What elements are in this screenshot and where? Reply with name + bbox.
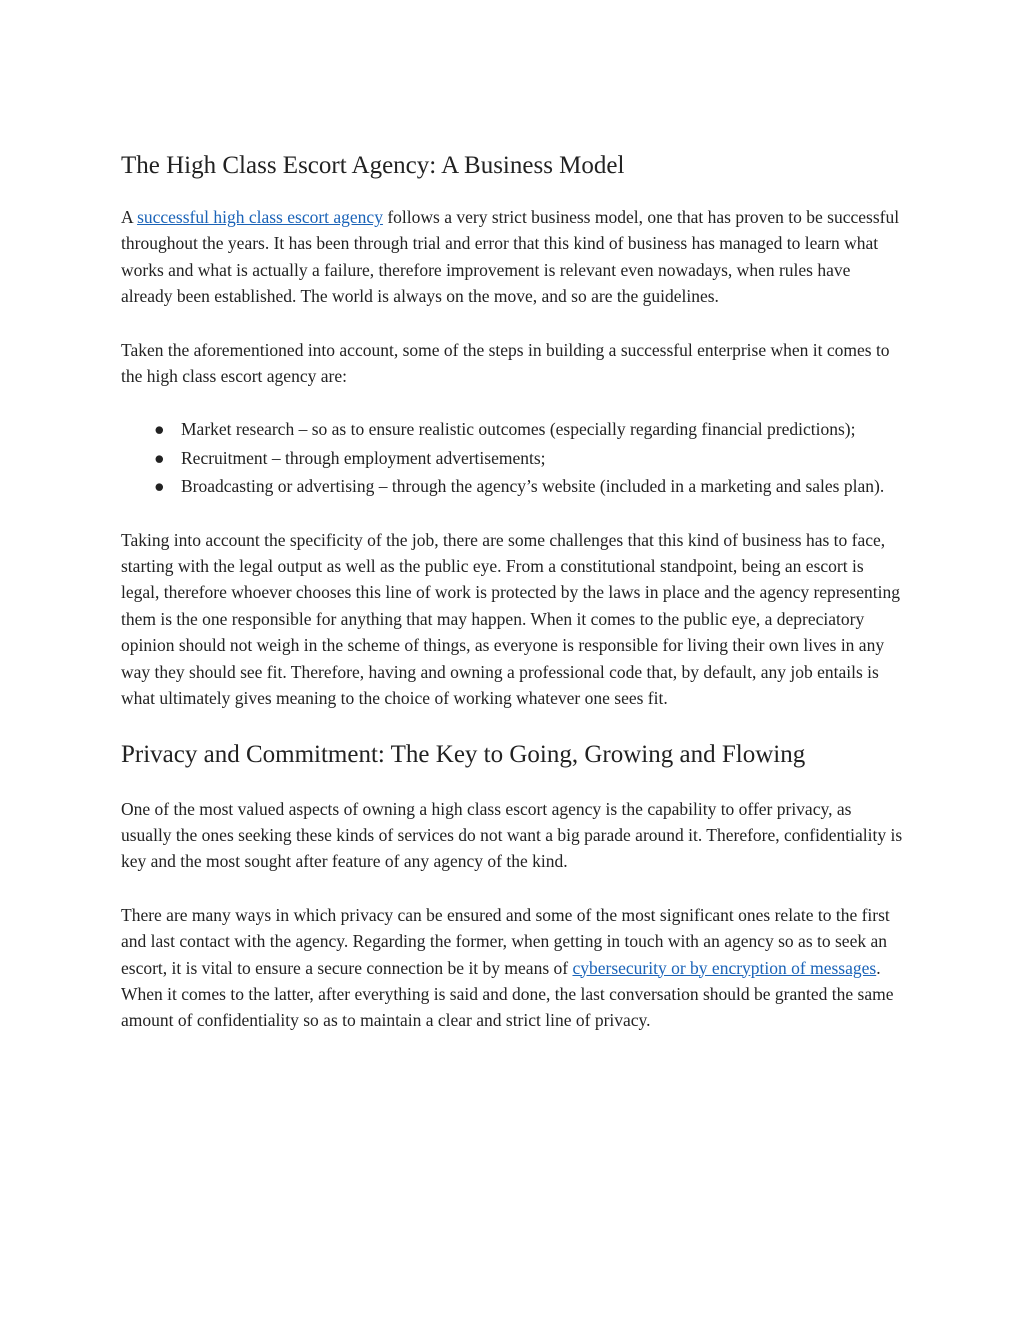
section-heading-privacy: Privacy and Commitment: The Key to Going, Growing and Flowing [121,740,806,768]
intro-paragraph [121,204,906,310]
steps-list [121,416,906,499]
challenges-paragraph: Taking into account the specificity of the job, there are some challenges that this kind of business has to face, starting with the legal output as well as the public eye. From a constitutional standpoint, being an escort is legal, therefore whoever chooses this line of work is protected by the laws in place and the agency representing them is the one responsible for anything that may happen. When it comes to the public eye, a depreciatory opinion should not weigh in the scheme of things, as everyone is responsible for living their own lives in any way they should see fit. Therefore, having and owning a professional code that, by default, any job entails is what ultimately gives meaning to the choice of working whatever one sees fit. [121,529,900,709]
steps-intro-paragraph: Taken the aforementioned into account, some of the steps in building a successful enterprise when it comes to the high class escort agency are: [121,339,890,387]
intro-text-rest: follows a very strict business model, one that has proven to be successful throughout the years. It has been through trial and error that this kind of business has managed to learn what works and what is actually a failure, therefore improvement is relevant even nowadays, when rules have already been established. The world is always on the move, and so are the guidelines. [121,207,900,307]
intro-text-start: A [121,207,138,227]
privacy-methods-paragraph [121,902,906,1034]
list-item-text: Broadcasting or advertising – through the agency’s website (included in a marketing and sales plan). [181,476,885,497]
escort-agency-link[interactable]: successful high class escort agency [137,207,383,227]
section-heading-business-model: The High Class Escort Agency: A Business Model [121,152,625,179]
bullet-icon: ● [154,447,165,468]
privacy-methods-text-start: There are many ways in which privacy can be ensured and some of the most significant ones relate to the first and last contact with the agency. Regarding the former, when getting in touch with an agency so as to seek an escort, it is vital to ensure a secure connection be it by means of [121,904,890,978]
bullet-icon: ● [154,419,165,440]
document-page [121,150,906,1061]
list-item-text: Market research – so as to ensure realistic outcomes (especially regarding financial predictions); [181,419,856,440]
list-item [154,416,906,442]
bullet-icon: ● [154,476,165,497]
privacy-methods-text-rest: . When it comes to the latter, after everything is said and done, the last conversation should be granted the same amount of confidentiality so as to maintain a clear and strict line of privacy. [121,957,894,1031]
list-item [154,445,906,471]
list-item [154,473,906,499]
cybersecurity-link[interactable]: cybersecurity or by encryption of messages [572,957,877,978]
list-item-text: Recruitment – through employment advertisements; [181,447,546,468]
privacy-paragraph: One of the most valued aspects of owning a high class escort agency is the capability to offer privacy, as usually the ones seeking these kinds of services do not want a big parade around it. Therefore, confidentiality is key and the most sought after feature of any agency of the kind. [121,798,903,872]
